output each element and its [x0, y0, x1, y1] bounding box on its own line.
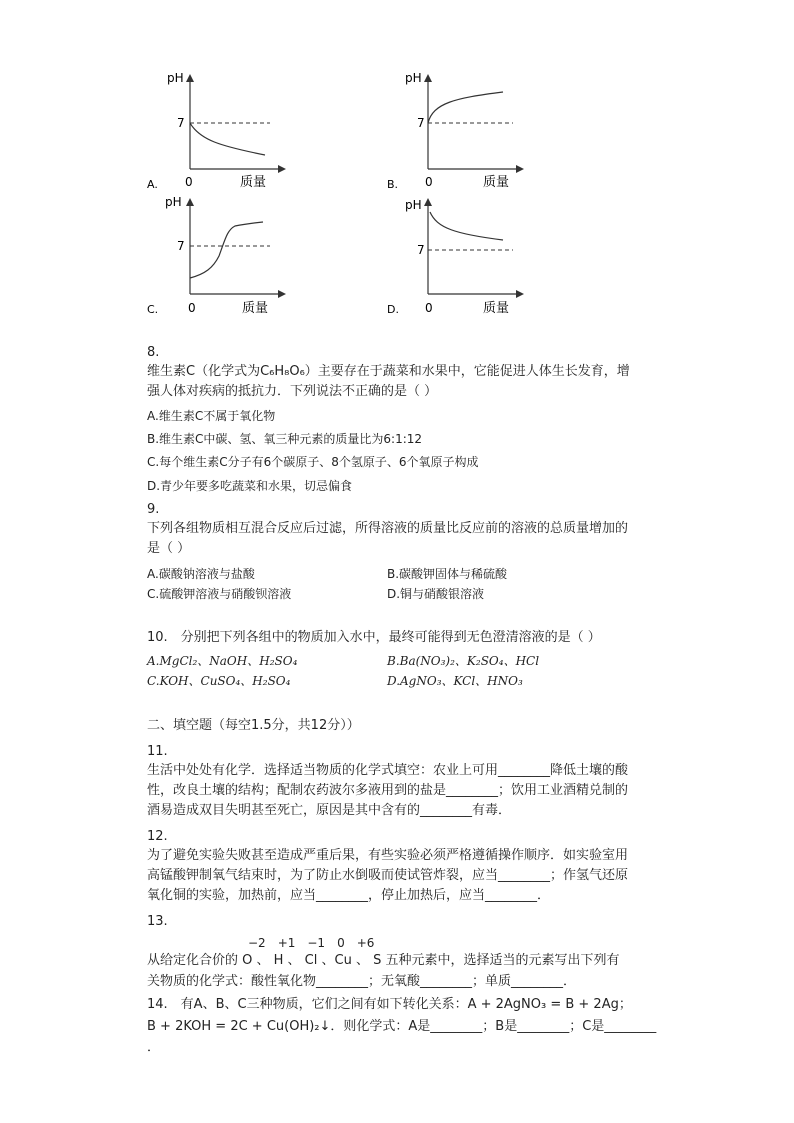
graph-d-origin: 0 — [425, 301, 433, 315]
q13-line1: 从给定化合价的 O 、 H 、 Cl 、Cu 、 S 五种元素中，选择适当的元素写出下列有 — [147, 953, 620, 968]
q8-option-d: D.青少年要多吃蔬菜和水果，切忌偏食 — [147, 479, 353, 493]
q13-line2: 关物质的化学式：酸性氧化物________；无氧酸________；单质________． — [147, 974, 577, 989]
graph-d-curve — [430, 212, 503, 240]
q10-option-c: C.KOH、CuSO₄、H₂SO₄ — [147, 674, 291, 688]
graph-c-seven: 7 — [177, 239, 185, 253]
q12-line1: 为了避免实验失败甚至造成严重后果，有些实验必须严格遵循操作顺序．如实验室用 — [147, 848, 629, 863]
graph-c-curve — [190, 222, 263, 278]
q8-number: 8. — [147, 345, 160, 360]
graph-b-curve — [428, 92, 503, 123]
graph-d-option-label: D. — [387, 303, 399, 316]
q11-line3: 酒易造成双目失明甚至死亡，原因是其中含有的________有毒． — [147, 803, 512, 818]
graph-a-seven: 7 — [177, 116, 185, 130]
q8-option-c: C.每个维生素C分子有6个碳原子、8个氢原子、6个氧原子构成 — [147, 455, 479, 469]
graph-a-y-arrow — [186, 74, 194, 82]
q14-line1: 14. 有A、B、C三种物质，它们之间有如下转化关系：A + 2AgNO₃ = B + 2Ag； — [147, 997, 632, 1012]
q10-option-b: B.Ba(NO₃)₂、K₂SO₄、HCl — [387, 654, 540, 668]
q9-stem-line1: 下列各组物质相互混合反应后过滤，所得溶液的质量比反应前的溶液的总质量增加的 — [147, 521, 629, 536]
graph-a-curve — [190, 123, 265, 155]
graph-c-y-label: pH — [165, 195, 182, 209]
q9-option-c: C.硫酸钾溶液与硝酸钡溶液 — [147, 587, 292, 601]
q10-option-d: D.AgNO₃、KCl、HNO₃ — [387, 674, 523, 688]
graph-a-option-label: A. — [147, 178, 158, 191]
q9-stem-line2: 是（ ） — [147, 541, 191, 556]
graph-d-x-arrow — [516, 290, 524, 298]
q12-line3: 氧化铜的实验，加热前，应当________，停止加热后，应当________． — [147, 888, 551, 903]
q9-option-b: B.碳酸钾固体与稀硫酸 — [387, 567, 508, 581]
q13-valences: −2 +1 −1 0 +6 — [248, 936, 375, 950]
q10-option-a: A.MgCl₂、NaOH、H₂SO₄ — [147, 654, 298, 668]
graph-a — [145, 68, 345, 193]
q11-line2: 性，改良土壤的结构；配制农药波尔多液用到的盐是________；饮用工业酒精兑制的 — [147, 783, 629, 798]
graph-a-x-label: 质量 — [240, 175, 267, 190]
graph-d-x-label: 质量 — [483, 301, 510, 316]
graph-d-y-label: pH — [405, 198, 422, 212]
q8-stem-line2: 强人体对疾病的抵抗力．下列说法不正确的是（ ） — [147, 384, 438, 399]
graph-b-y-label: pH — [405, 71, 422, 85]
graph-b-x-label: 质量 — [483, 175, 510, 190]
q8-option-a: A.维生素C不属于氧化物 — [147, 409, 276, 423]
q9-option-a: A.碳酸钠溶液与盐酸 — [147, 567, 255, 581]
q11-number: 11. — [147, 744, 168, 759]
q14-line2: B + 2KOH = 2C + Cu(OH)₂↓．则化学式：A是________；B是________；C是________ — [147, 1019, 657, 1034]
q9-option-d: D.铜与硝酸银溶液 — [387, 587, 485, 601]
graph-a-origin: 0 — [185, 175, 193, 189]
graph-c-x-label: 质量 — [242, 301, 269, 316]
graph-b-seven: 7 — [417, 116, 425, 130]
graph-c — [145, 192, 345, 317]
graph-d — [385, 192, 585, 317]
graph-c-x-arrow — [278, 290, 286, 298]
graph-b-x-arrow — [516, 165, 524, 173]
graph-c-origin: 0 — [188, 301, 196, 315]
graph-b-option-label: B. — [387, 178, 399, 191]
q12-number: 12. — [147, 829, 168, 844]
graph-a-x-arrow — [278, 165, 286, 173]
graph-a-y-label: pH — [167, 71, 184, 85]
graph-c-option-label: C. — [147, 303, 159, 316]
q9-number: 9. — [147, 502, 160, 517]
q8-stem-line1: 维生素C（化学式为C₆H₈O₆）主要存在于蔬菜和水果中，它能促进人体生长发育，增 — [147, 364, 630, 379]
section-2-heading: 二、填空题（每空1.5分，共12分）） — [147, 718, 360, 733]
q13-number: 13. — [147, 914, 168, 929]
q14-line3: ． — [147, 1040, 161, 1055]
q10-stem: 10. 分别把下列各组中的物质加入水中，最终可能得到无色澄清溶液的是（ ） — [147, 630, 601, 645]
graph-b-origin: 0 — [425, 175, 433, 189]
graph-b — [385, 68, 585, 193]
graph-c-y-arrow — [186, 198, 194, 206]
q12-line2: 高锰酸钾制氧气结束时，为了防止水倒吸而使试管炸裂，应当________；作氢气还原 — [147, 868, 629, 883]
graph-d-seven: 7 — [417, 243, 425, 257]
q11-line1: 生活中处处有化学．选择适当物质的化学式填空：农业上可用________降低土壤的酸 — [147, 763, 629, 778]
graph-b-y-arrow — [424, 74, 432, 82]
graph-d-y-arrow — [424, 198, 432, 206]
q8-option-b: B.维生素C中碳、氢、氧三种元素的质量比为6:1:12 — [147, 432, 423, 446]
